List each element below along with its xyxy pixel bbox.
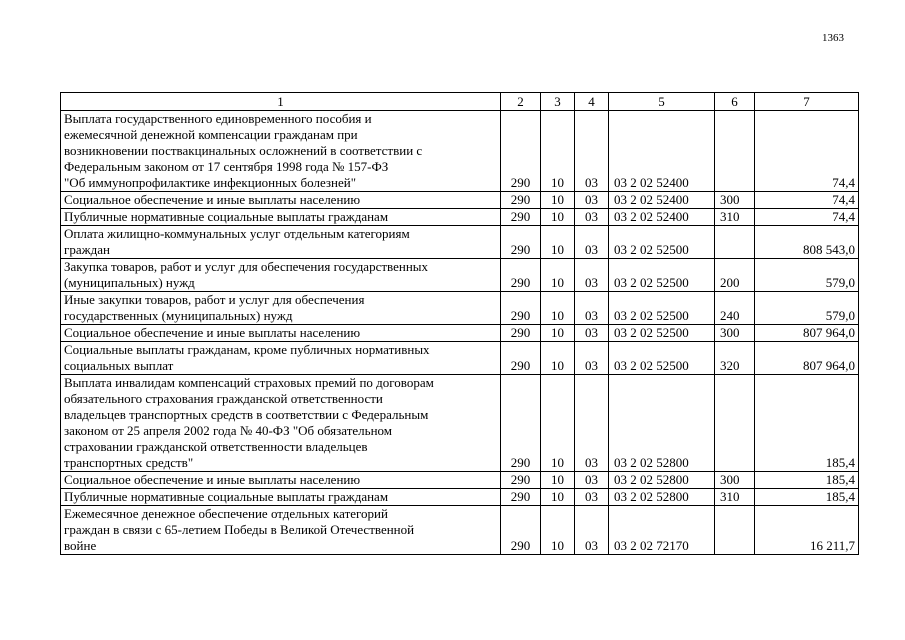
- row-col-2: 290: [501, 375, 541, 472]
- row-col-3: 10: [541, 472, 575, 489]
- row-amount: 74,4: [755, 111, 859, 192]
- row-amount: 579,0: [755, 259, 859, 292]
- row-col-3: 10: [541, 259, 575, 292]
- row-description: Выплата государственного единовременного пособия и ежемесячной денежной компенсации гражданам при возникновении поствакцинальных осложнений в соответствии с Федеральным законом от 17 сентября 1998 года № 157-ФЗ "Об иммунопрофилактике инфекционных болезней": [61, 111, 501, 192]
- row-col-6: 300: [715, 325, 755, 342]
- row-col-4: 03: [575, 226, 609, 259]
- header-cell-4: 4: [575, 93, 609, 111]
- header-cell-7: 7: [755, 93, 859, 111]
- row-description: Публичные нормативные социальные выплаты гражданам: [61, 209, 501, 226]
- row-col-2: 290: [501, 226, 541, 259]
- header-cell-2: 2: [501, 93, 541, 111]
- row-col-6: 310: [715, 209, 755, 226]
- row-col-6: [715, 506, 755, 555]
- table-row: [61, 192, 859, 209]
- row-description: Иные закупки товаров, работ и услуг для обеспечения государственных (муниципальных) нужд: [61, 292, 501, 325]
- row-description: Ежемесячное денежное обеспечение отдельных категорий граждан в связи с 65-летием Победы в Великой Отечественной войне: [61, 506, 501, 555]
- row-col-4: 03: [575, 342, 609, 375]
- row-col-4: 03: [575, 325, 609, 342]
- row-col-4: 03: [575, 111, 609, 192]
- row-col-2: 290: [501, 209, 541, 226]
- row-col-6: 240: [715, 292, 755, 325]
- page-number: 1363: [822, 32, 844, 44]
- row-amount: 807 964,0: [755, 325, 859, 342]
- row-col-3: 10: [541, 342, 575, 375]
- table-row: [61, 111, 859, 192]
- table-row: [61, 489, 859, 506]
- row-col-5: 03 2 02 52500: [609, 325, 715, 342]
- row-col-5: 03 2 02 52400: [609, 111, 715, 192]
- header-cell-5: 5: [609, 93, 715, 111]
- row-col-6: 320: [715, 342, 755, 375]
- table-row: [61, 375, 859, 472]
- row-col-5: 03 2 02 72170: [609, 506, 715, 555]
- header-cell-6: 6: [715, 93, 755, 111]
- row-amount: 16 211,7: [755, 506, 859, 555]
- row-col-2: 290: [501, 506, 541, 555]
- row-col-6: 300: [715, 192, 755, 209]
- row-col-4: 03: [575, 209, 609, 226]
- row-col-5: 03 2 02 52500: [609, 226, 715, 259]
- table-row: [61, 472, 859, 489]
- row-col-5: 03 2 02 52400: [609, 192, 715, 209]
- row-col-3: 10: [541, 111, 575, 192]
- row-col-2: 290: [501, 472, 541, 489]
- row-col-2: 290: [501, 259, 541, 292]
- header-cell-1: 1: [61, 93, 501, 111]
- row-description: Социальное обеспечение и иные выплаты населению: [61, 472, 501, 489]
- budget-table: [60, 92, 859, 555]
- row-col-3: 10: [541, 375, 575, 472]
- row-col-3: 10: [541, 226, 575, 259]
- row-col-6: 200: [715, 259, 755, 292]
- row-description: Закупка товаров, работ и услуг для обеспечения государственных (муниципальных) нужд: [61, 259, 501, 292]
- row-col-3: 10: [541, 489, 575, 506]
- row-col-4: 03: [575, 489, 609, 506]
- row-amount: 185,4: [755, 375, 859, 472]
- row-col-5: 03 2 02 52400: [609, 209, 715, 226]
- row-col-2: 290: [501, 325, 541, 342]
- row-col-3: 10: [541, 506, 575, 555]
- row-col-5: 03 2 02 52800: [609, 375, 715, 472]
- table-header-row: [61, 93, 859, 111]
- row-col-4: 03: [575, 192, 609, 209]
- row-col-2: 290: [501, 111, 541, 192]
- row-description: Социальное обеспечение и иные выплаты населению: [61, 325, 501, 342]
- row-col-4: 03: [575, 506, 609, 555]
- table-row: [61, 259, 859, 292]
- row-col-2: 290: [501, 342, 541, 375]
- table-row: [61, 325, 859, 342]
- row-col-5: 03 2 02 52500: [609, 292, 715, 325]
- row-amount: 74,4: [755, 209, 859, 226]
- row-col-6: 310: [715, 489, 755, 506]
- row-col-3: 10: [541, 292, 575, 325]
- row-col-2: 290: [501, 489, 541, 506]
- row-description: Оплата жилищно-коммунальных услуг отдельным категориям граждан: [61, 226, 501, 259]
- row-col-5: 03 2 02 52800: [609, 472, 715, 489]
- row-col-3: 10: [541, 209, 575, 226]
- table-row: [61, 506, 859, 555]
- table-row: [61, 226, 859, 259]
- row-amount: 579,0: [755, 292, 859, 325]
- row-col-6: [715, 111, 755, 192]
- row-description: Публичные нормативные социальные выплаты гражданам: [61, 489, 501, 506]
- row-col-6: 300: [715, 472, 755, 489]
- row-col-6: [715, 375, 755, 472]
- row-col-4: 03: [575, 292, 609, 325]
- row-col-3: 10: [541, 192, 575, 209]
- row-col-2: 290: [501, 292, 541, 325]
- header-cell-3: 3: [541, 93, 575, 111]
- row-description: Социальное обеспечение и иные выплаты населению: [61, 192, 501, 209]
- row-col-4: 03: [575, 472, 609, 489]
- row-col-4: 03: [575, 259, 609, 292]
- row-col-3: 10: [541, 325, 575, 342]
- row-col-2: 290: [501, 192, 541, 209]
- row-description: Социальные выплаты гражданам, кроме публичных нормативных социальных выплат: [61, 342, 501, 375]
- row-amount: 74,4: [755, 192, 859, 209]
- row-col-5: 03 2 02 52500: [609, 342, 715, 375]
- row-amount: 185,4: [755, 472, 859, 489]
- row-col-5: 03 2 02 52800: [609, 489, 715, 506]
- table-row: [61, 292, 859, 325]
- row-description: Выплата инвалидам компенсаций страховых премий по договорам обязательного страхования гражданской ответственности владельцев транспортных средств в соответствии с Федеральным законом от 25 апреля 2002 года № 40-ФЗ "Об обязательном страховании гражданской ответственности владельцев транспортных средств": [61, 375, 501, 472]
- table-row: [61, 342, 859, 375]
- row-amount: 807 964,0: [755, 342, 859, 375]
- row-col-6: [715, 226, 755, 259]
- row-col-5: 03 2 02 52500: [609, 259, 715, 292]
- table-row: [61, 209, 859, 226]
- row-col-4: 03: [575, 375, 609, 472]
- row-amount: 185,4: [755, 489, 859, 506]
- row-amount: 808 543,0: [755, 226, 859, 259]
